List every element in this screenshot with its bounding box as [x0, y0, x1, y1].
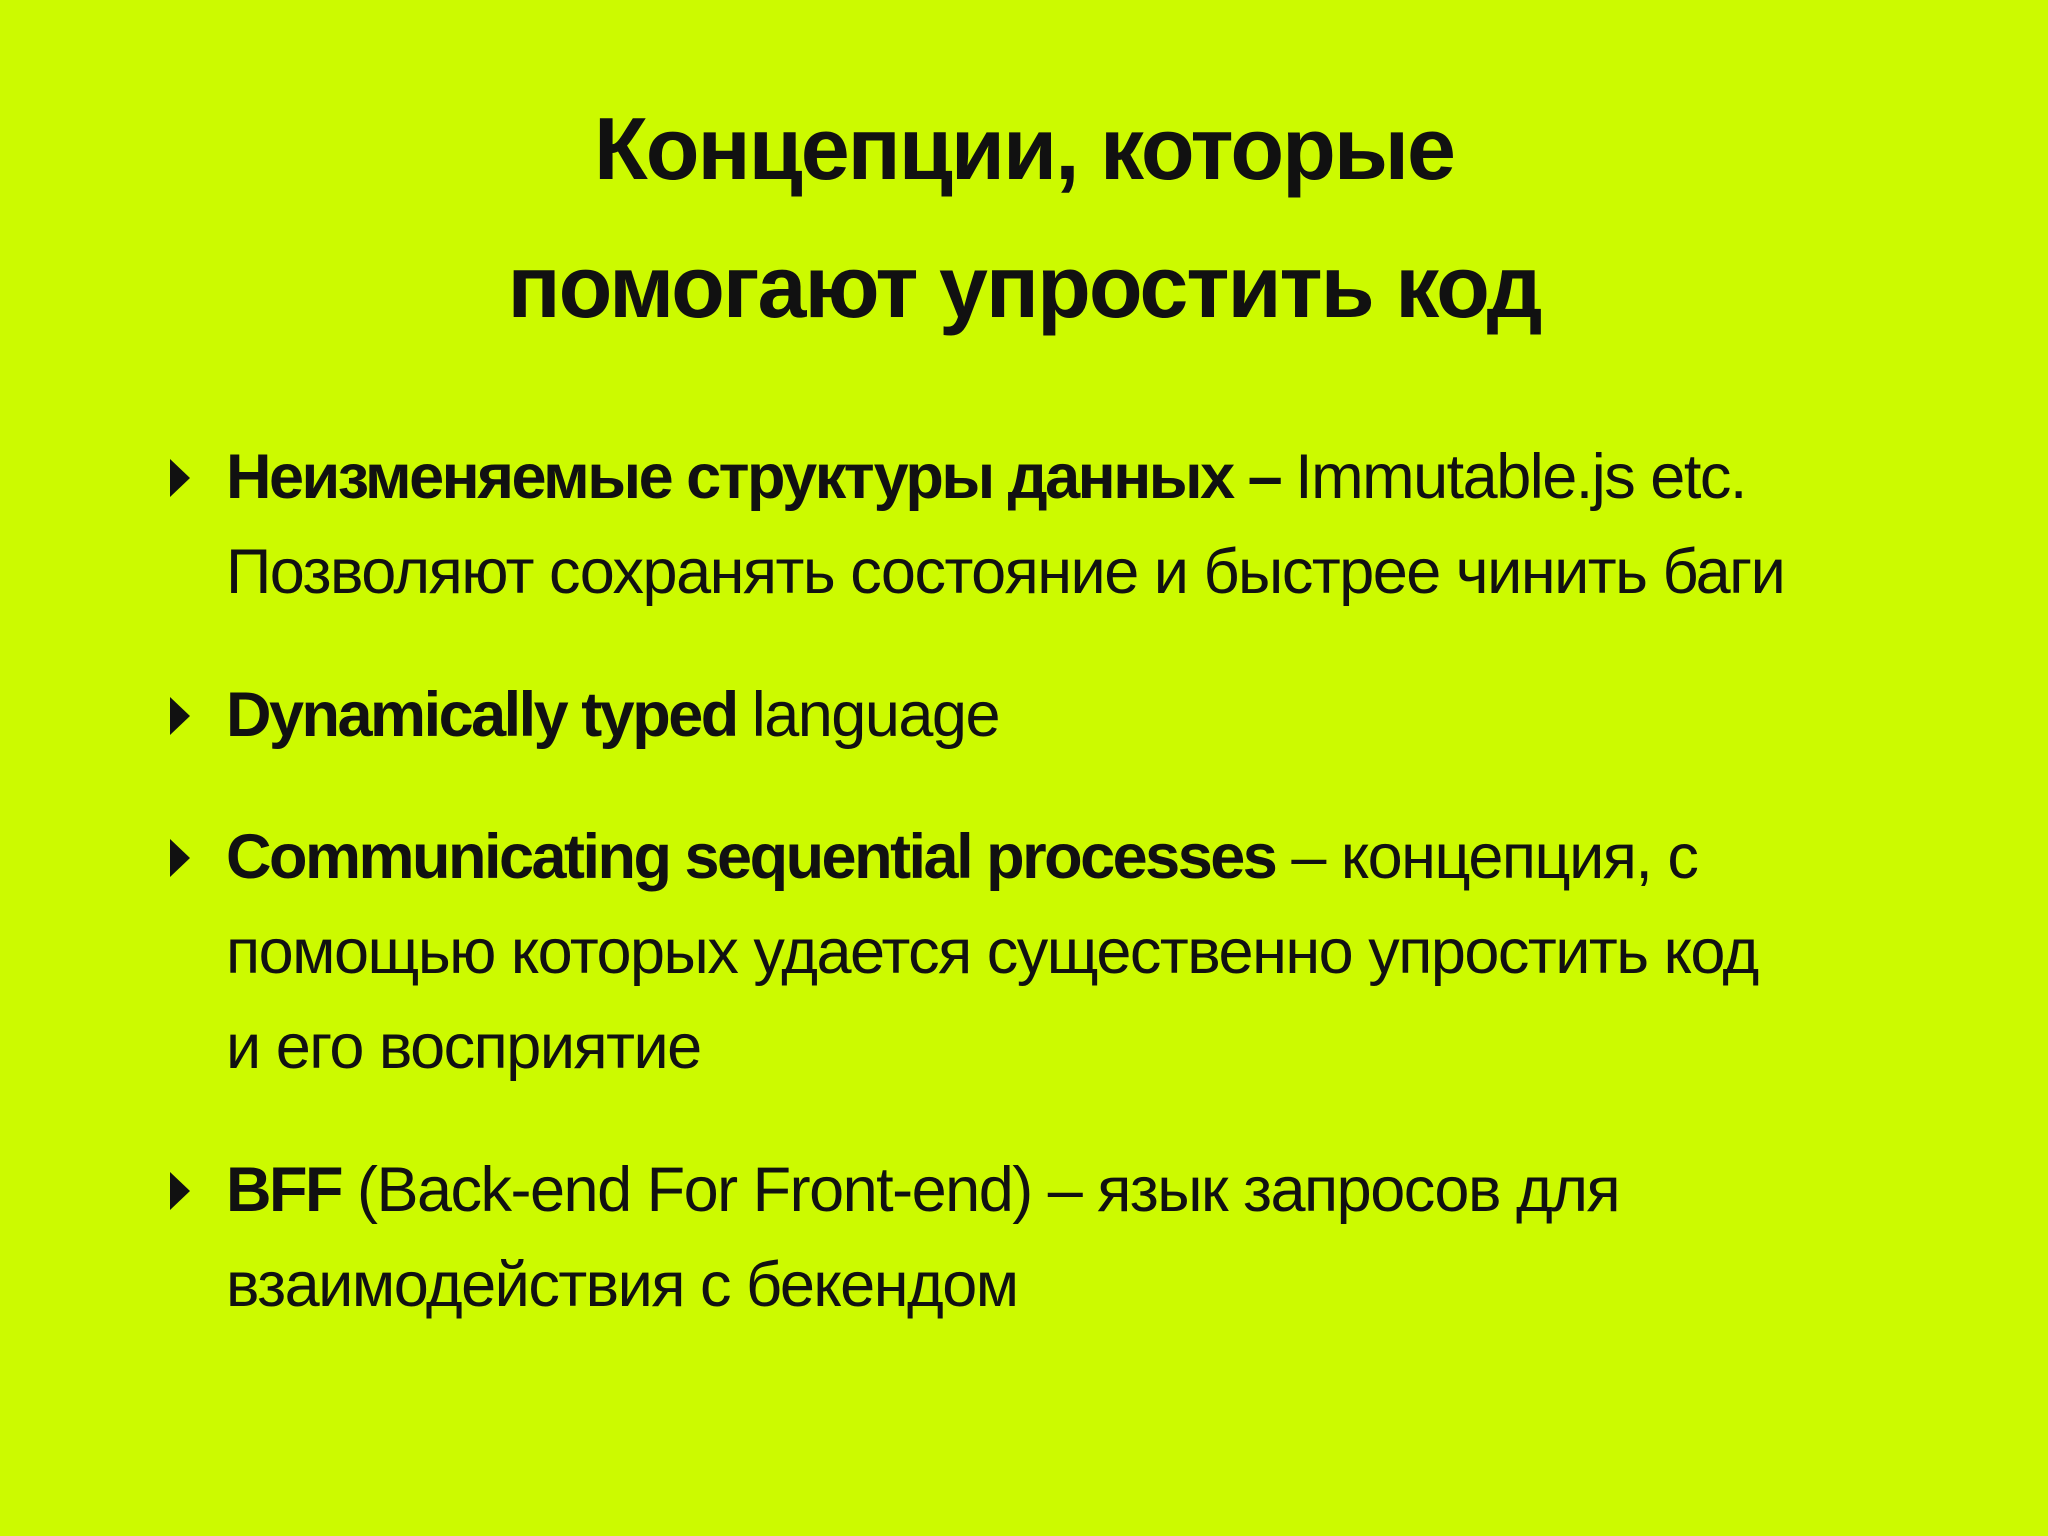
slide-title-line-2: помогают упростить код [507, 237, 1541, 336]
triangle-bullet-icon [170, 1172, 190, 1210]
list-item-term: Communicating sequential processes [226, 822, 1276, 892]
list-item-term: Dynamically typed [226, 680, 752, 750]
list-item-bff [170, 1143, 1790, 1333]
triangle-bullet-icon [170, 697, 190, 735]
list-item-description: – концепция, с помощью которых удается существенно упростить код и его восприятие [226, 822, 1758, 1082]
slide-title-line-1: Концепции, которые [594, 99, 1454, 198]
list-item-description: language [751, 680, 999, 750]
triangle-bullet-icon [170, 839, 190, 877]
list-item-term: Неизменяемые структуры данных – [226, 442, 1296, 512]
list-item-dynamic-typing [170, 668, 1790, 763]
bullet-list [170, 430, 1790, 1381]
triangle-bullet-icon [170, 459, 190, 497]
list-item-csp [170, 810, 1790, 1095]
list-item-description: Immutable.js etc. Позволяют сохранять состояние и быстрее чинить баги [226, 442, 1785, 607]
list-item-description: (Back-end For Front-end) – язык запросов для взаимодействия с бекендом [226, 1155, 1620, 1320]
list-item-immutable [170, 430, 1790, 620]
list-item-term: BFF [226, 1155, 341, 1225]
slide-title [0, 80, 2048, 356]
